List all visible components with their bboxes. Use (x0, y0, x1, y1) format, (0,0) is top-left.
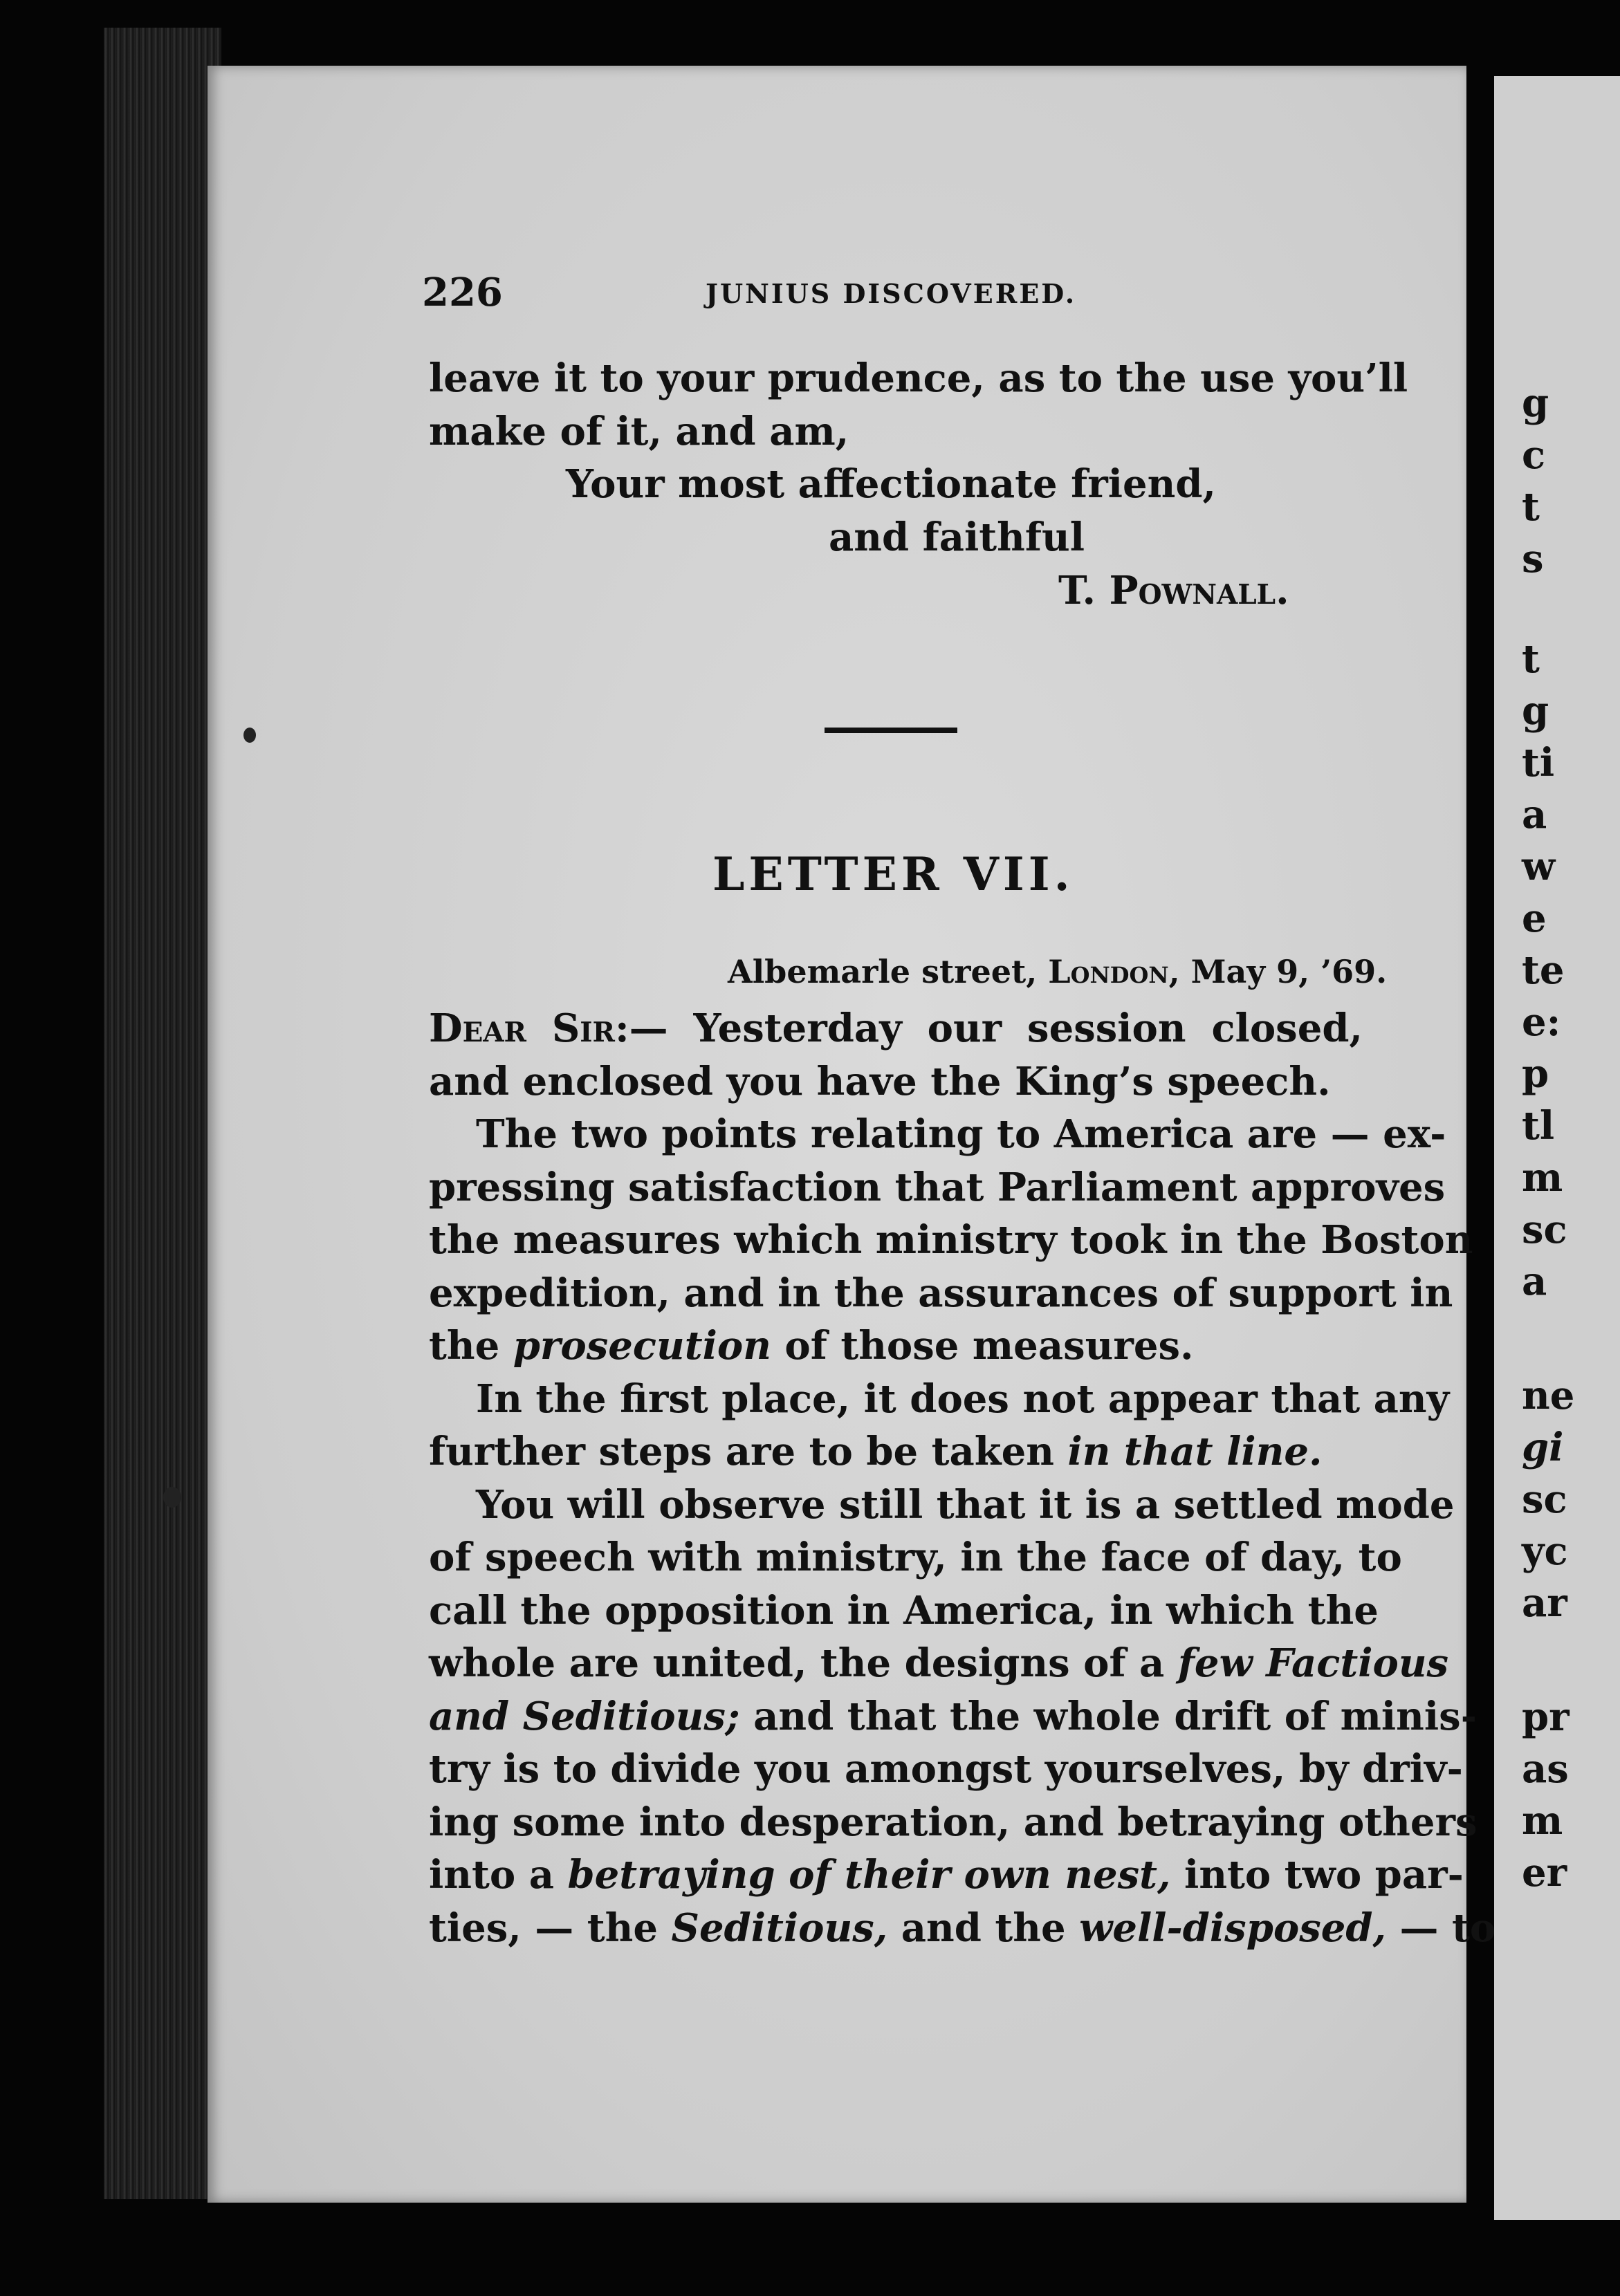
text-line: and enclosed you have the King’s speech. (429, 1059, 1331, 1104)
facing-fragment: te (1522, 947, 1565, 993)
section-divider (825, 728, 957, 733)
valediction: and faithful (829, 515, 1085, 560)
facing-fragment: er (1522, 1850, 1567, 1896)
text-line: of speech with ministry, in the face of day, to (429, 1535, 1402, 1580)
facing-fragment: m (1522, 1798, 1563, 1844)
facing-fragment: m (1522, 1155, 1563, 1201)
facing-fragment: sc (1522, 1207, 1567, 1252)
facing-fragment: t (1522, 636, 1540, 682)
text-line: pressing satisfaction that Parliament approves (429, 1165, 1446, 1210)
facing-page-edge (1494, 76, 1620, 2220)
facing-fragment: as (1522, 1746, 1569, 1792)
facing-fragment: g (1522, 380, 1549, 426)
page-number: 226 (422, 270, 503, 315)
text-line: Dear Sir:— Yesterday our session closed, (429, 1006, 1363, 1051)
text-line: In the first place, it does not appear that any (476, 1376, 1450, 1422)
facing-fragment: w (1522, 844, 1556, 889)
facing-fragment: sc (1522, 1476, 1567, 1522)
text-line: make of it, and am, (429, 409, 849, 454)
text-line: the measures which ministry took in the Boston (429, 1217, 1473, 1263)
text-line: ties, — the Seditious, and the well-disposed, — to (429, 1905, 1496, 1951)
text-line: and Seditious; and that the whole drift of minis- (429, 1694, 1477, 1739)
dateline-street: Albemarle street, (728, 953, 1049, 990)
facing-fragment: e (1522, 896, 1547, 941)
text-line: whole are united, the designs of a few Factious (429, 1640, 1449, 1686)
facing-fragment: tl (1522, 1103, 1555, 1149)
signature-name: Pownall. (1109, 568, 1289, 613)
text-line: the prosecution of those measures. (429, 1323, 1194, 1369)
text-line: leave it to your prudence, as to the use you’ll (429, 355, 1408, 401)
facing-fragment: c (1522, 432, 1546, 478)
dateline-date: , May 9, ’69. (1168, 953, 1388, 990)
signature (1058, 568, 1289, 613)
facing-fragment: s (1522, 536, 1544, 582)
text-line: You will observe still that it is a settled mode (476, 1482, 1455, 1528)
facing-fragment: ti (1522, 740, 1555, 786)
facing-fragment: e: (1522, 999, 1561, 1045)
facing-fragment: t (1522, 484, 1540, 530)
facing-fragment: ne (1522, 1373, 1575, 1418)
letter-dateline (728, 953, 1387, 990)
text-line: further steps are to be taken in that line. (429, 1429, 1323, 1474)
facing-fragment: yc (1522, 1528, 1568, 1574)
running-title: JUNIUS DISCOVERED. (706, 278, 1077, 309)
salutation: Dear Sir (429, 1006, 615, 1051)
facing-fragment: a (1522, 792, 1547, 837)
ink-blot (163, 1487, 181, 1508)
text-line: call the opposition in America, in which the (429, 1588, 1379, 1633)
facing-fragment: a (1522, 1259, 1547, 1304)
facing-fragment: p (1522, 1051, 1549, 1097)
facing-fragment: gi (1522, 1425, 1564, 1470)
text-line: The two points relating to America are — ex- (476, 1111, 1446, 1157)
facing-fragment: g (1522, 688, 1549, 734)
book-page-edges (104, 28, 221, 2199)
dateline-city: London (1048, 953, 1169, 990)
valediction: Your most affectionate friend, (566, 461, 1216, 507)
facing-fragment: pr (1522, 1694, 1570, 1740)
text-line: expedition, and in the assurances of support in (429, 1270, 1453, 1316)
text-line: ing some into desperation, and betraying others (429, 1799, 1478, 1845)
signature-initial: T. (1058, 568, 1110, 613)
text-line: into a betraying of their own nest, into two par- (429, 1852, 1464, 1898)
text-line: try is to divide you amongst yourselves, by driv- (429, 1746, 1463, 1792)
ink-blot (243, 728, 256, 743)
facing-fragment: ar (1522, 1580, 1567, 1626)
letter-heading: LETTER VII. (712, 847, 1074, 901)
